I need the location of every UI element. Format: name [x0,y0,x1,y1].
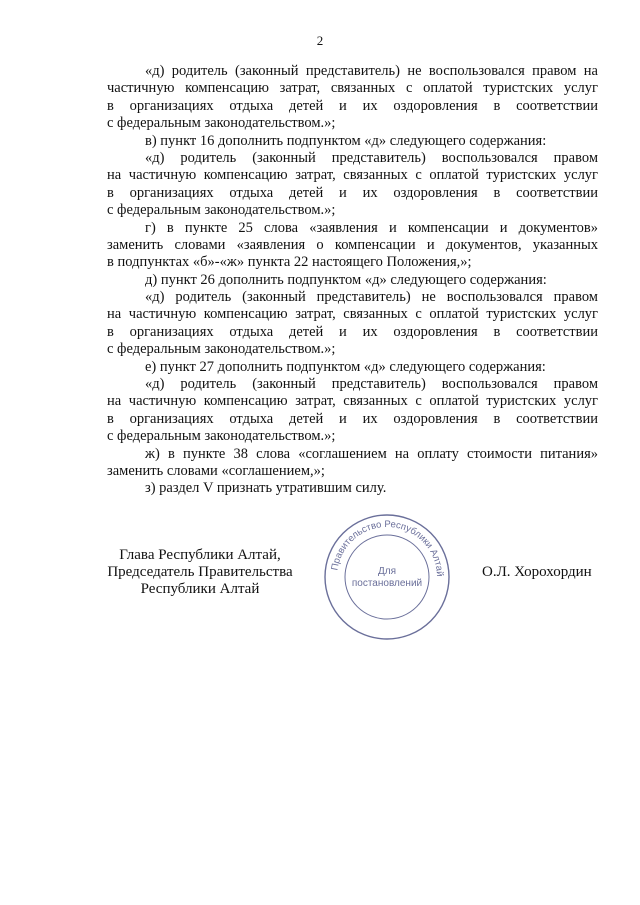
paragraph [107,480,598,497]
seal-inner-text: Для [377,566,397,577]
page-number: 2 [316,33,324,48]
text-line: «д) родитель (законный представитель) не воспользовался правом на [145,63,598,79]
text-line: в организациях отдыха детей и их оздоровления в соответствии [107,410,598,427]
signer-name: О.Л. Хорохордин [482,564,592,580]
text-line: в организациях отдыха детей и их оздоровления в соответствии [107,184,598,201]
text-line: с федеральным законодательством.»; [107,202,336,219]
paragraph [107,289,598,359]
text-line: на частичную компенсацию затрат, связанных с оплатой туристских услуг [107,167,598,184]
text-line: «д) родитель (законный представитель) воспользовался правом [145,376,598,393]
signature-title-line: Глава Республики Алтай, [119,547,281,563]
signature-title-line: Республики Алтай [140,581,260,597]
text-line: на частичную компенсацию затрат, связанных с оплатой туристских услуг [107,393,598,410]
text-line: с федеральным законодательством.»; [107,341,336,358]
text-line: «д) родитель (законный представитель) не воспользовался правом [145,289,598,306]
official-seal [322,512,452,642]
text-line: г) в пункте 25 слова «заявления и компенсации и документов» [145,219,598,236]
text-line: на частичную компенсацию затрат, связанных с оплатой туристских услуг [107,306,598,323]
text-line: д) пункт 26 дополнить подпунктом «д» следующего содержания: [145,271,547,288]
text-line: ж) в пункте 38 слова «соглашением на оплату стоимости питания» [145,445,598,462]
paragraph [107,220,598,272]
paragraph [107,376,598,446]
text-line: с федеральным законодательством.»; [107,115,336,132]
text-line: с федеральным законодательством.»; [107,428,336,445]
text-line: заменить словами «заявления о компенсации и документов, указанных [107,236,598,253]
text-line: в организациях отдыха детей и их оздоровления в соответствии [107,97,598,114]
paragraph [107,446,598,481]
seal-inner-text: постановлений [351,578,423,589]
text-line: з) раздел V признать утратившим силу. [145,480,387,497]
paragraph [107,359,598,376]
document-body [107,63,598,498]
text-line: е) пункт 27 дополнить подпунктом «д» следующего содержания: [145,358,546,375]
signature-block [105,547,295,598]
text-line: частичную компенсацию затрат, связанных с оплатой туристских услуг [107,80,598,97]
text-line: заменить словами «соглашением,»; [107,462,325,479]
paragraph [107,150,598,220]
paragraph [107,133,598,150]
text-line: «д) родитель (законный представитель) воспользовался правом [145,149,598,166]
paragraph [107,272,598,289]
signature-title-line: Председатель Правительства [107,564,293,580]
text-line: в) пункт 16 дополнить подпунктом «д» следующего содержания: [145,132,547,149]
paragraph [107,63,598,133]
text-line: в подпунктах «б»-«ж» пункта 22 настоящего Положения,»; [107,254,472,271]
seal-outer-text: Правительство Республики Алтай [329,518,446,577]
text-line: в организациях отдыха детей и их оздоровления в соответствии [107,323,598,340]
